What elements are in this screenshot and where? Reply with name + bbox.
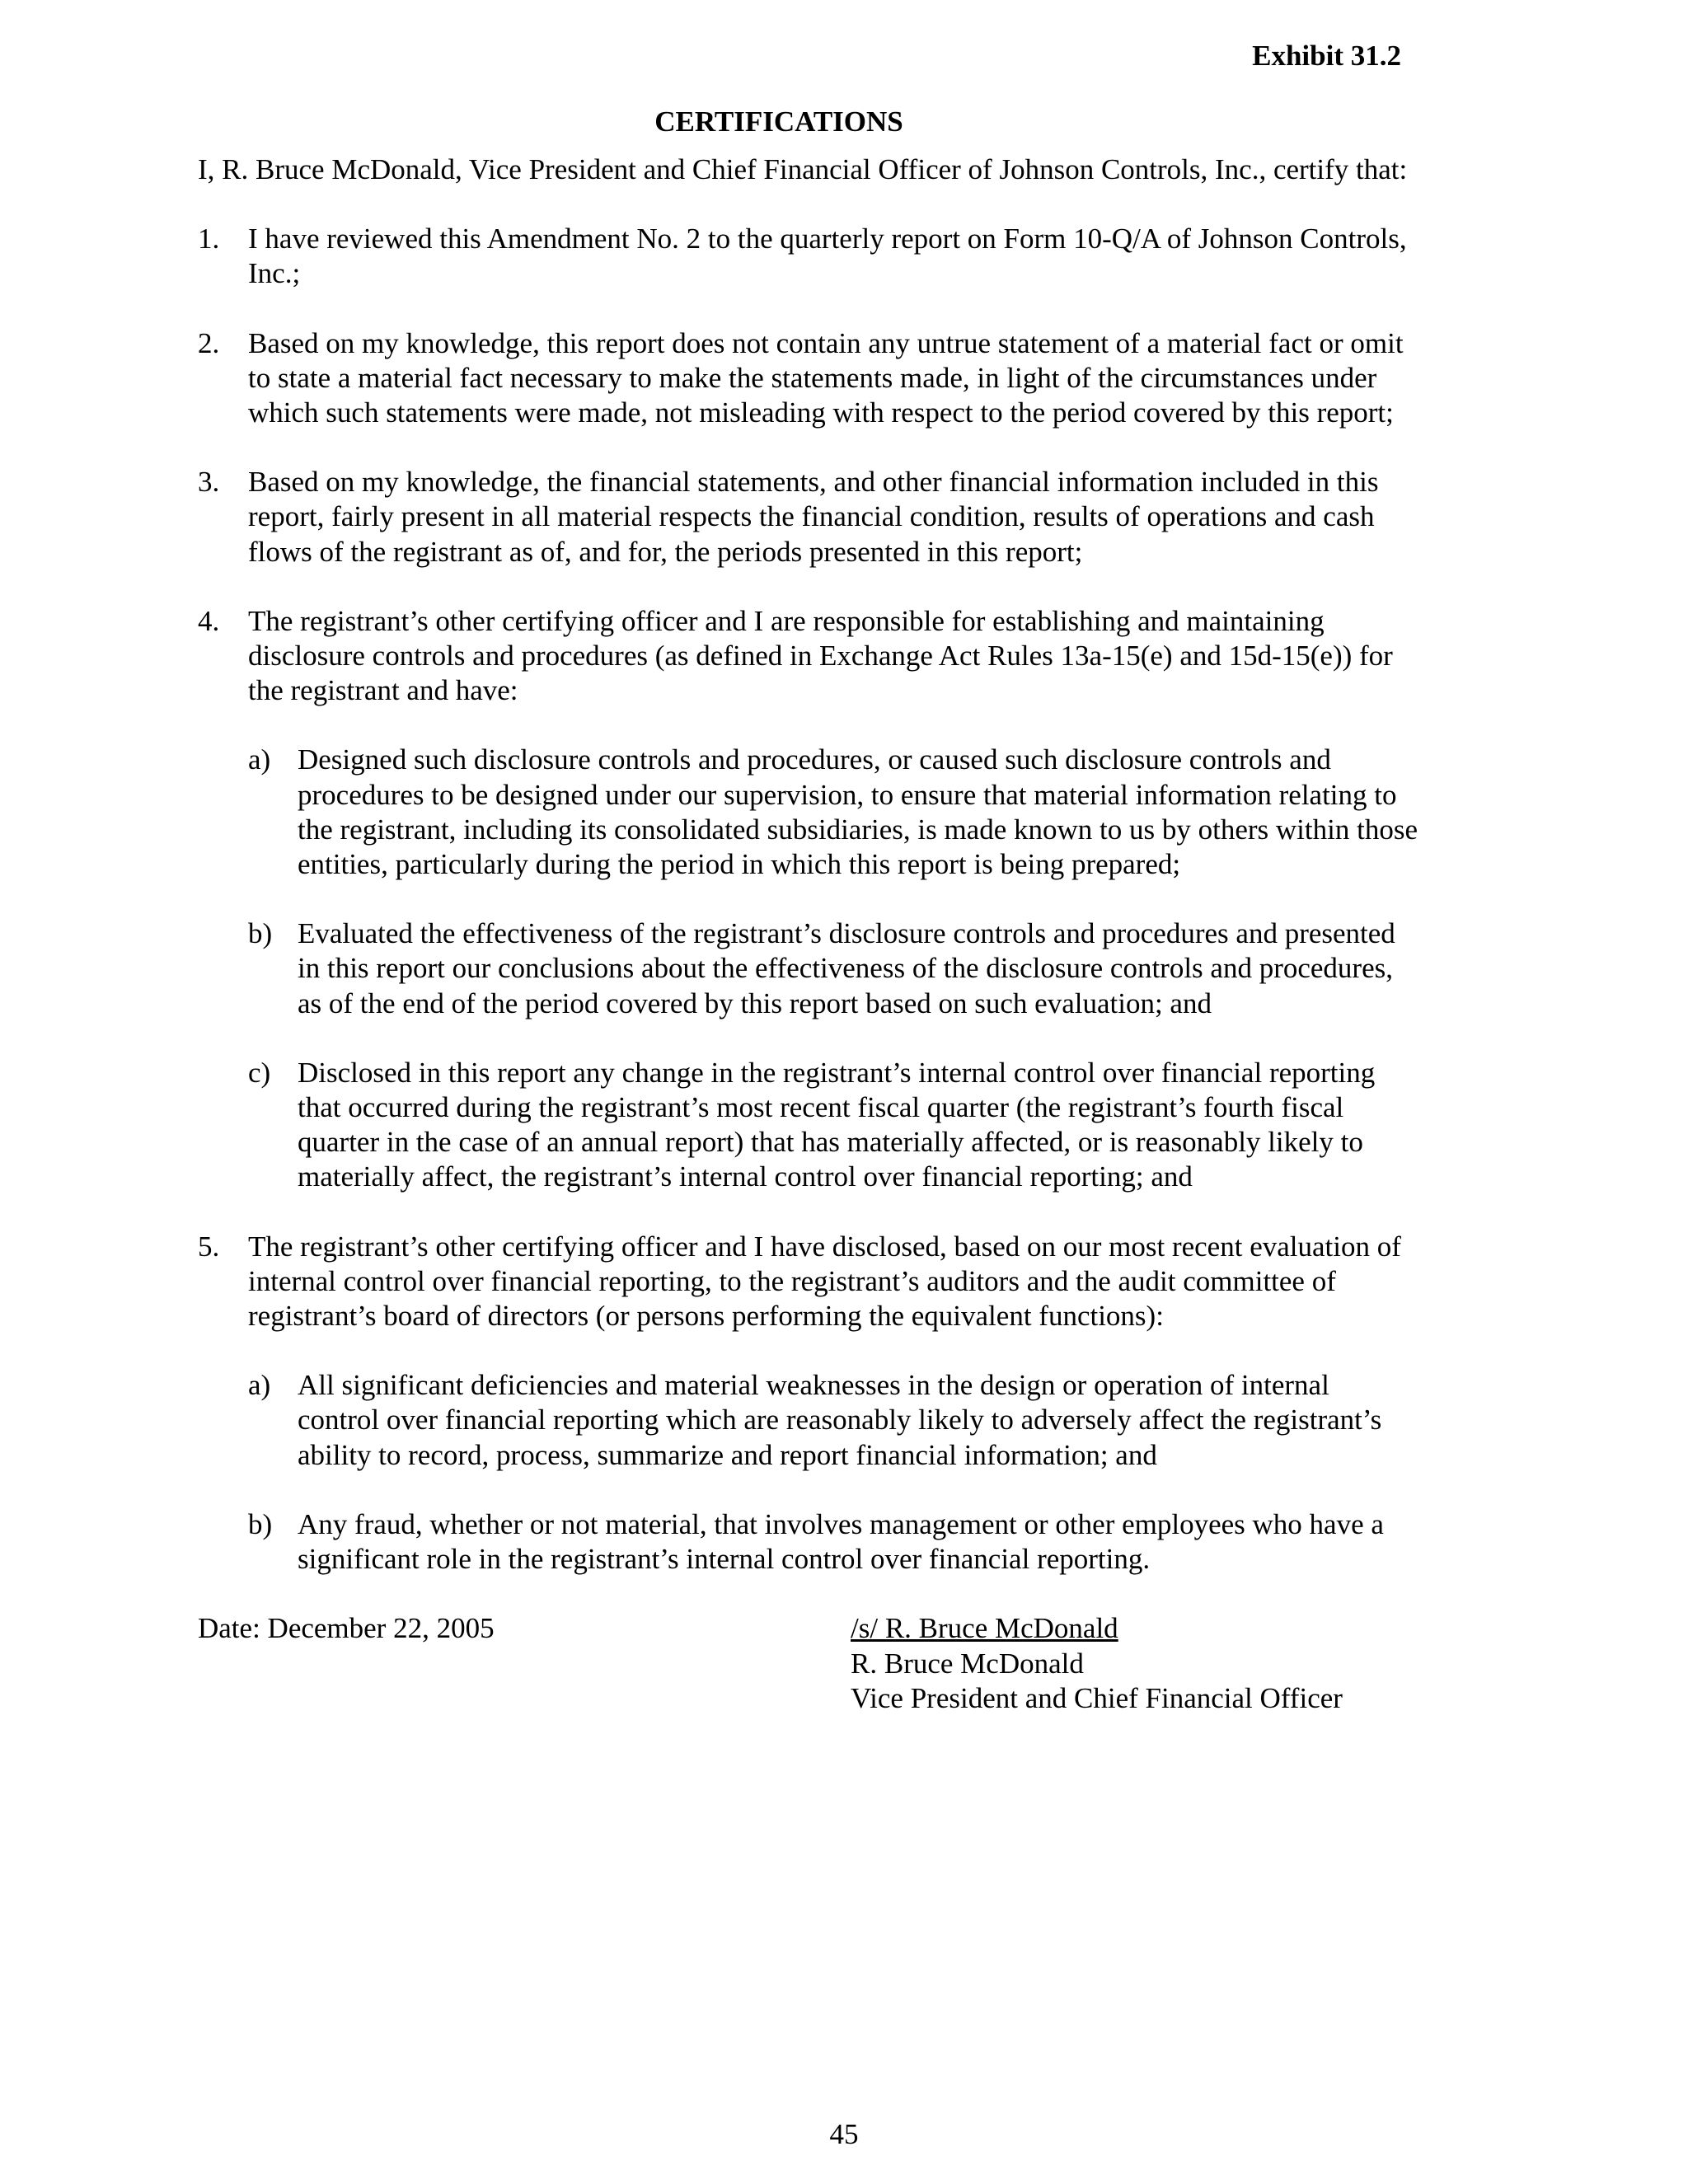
item-text: I have reviewed this Amendment No. 2 to the quarterly report on Form 10-Q/A of Johnson Controls, Inc.; bbox=[248, 223, 1407, 290]
signer-title: Vice President and Chief Financial Officer bbox=[851, 1681, 1343, 1714]
sub-item-text: Disclosed in this report any change in the registrant’s internal control over financial reporting that occurred during the registrant’s most recent fiscal quarter (the registrant’s fourth fiscal quarter in the case of an annual report) that has materially affected, or is reasonably likely to materially affect, the registrant’s internal control over financial reporting; and bbox=[298, 1056, 1376, 1193]
sub-list-item bbox=[248, 1507, 1418, 1577]
list-item bbox=[198, 1230, 1418, 1577]
sub-item-letter: b) bbox=[248, 917, 273, 950]
sub-list-item bbox=[248, 1056, 1418, 1195]
sub-list-item bbox=[248, 916, 1418, 1021]
page-number: 45 bbox=[829, 2118, 859, 2150]
certification-list bbox=[198, 222, 1418, 1577]
sub-item-letter: c) bbox=[248, 1056, 271, 1089]
item-text: Based on my knowledge, the financial statements, and other financial information included in this report, fairly present in all material respects the financial condition, results of operations and cash flows of the registrant as of, and for, the periods presented in this report; bbox=[248, 466, 1379, 568]
item-text: Based on my knowledge, this report does not contain any untrue statement of a material fact or omit to state a material fact necessary to make the statements made, in light of the circumstances under which such statements were made, not misleading with respect to the period covered by this report; bbox=[248, 326, 1404, 429]
sub-item-text: Any fraud, whether or not material, that involves management or other employees who have a significant role in the registrant’s internal control over financial reporting. bbox=[298, 1507, 1384, 1576]
signature-block bbox=[198, 1611, 1418, 1727]
sub-item-letter: a) bbox=[248, 743, 271, 776]
intro-paragraph: I, R. Bruce McDonald, Vice President and Chief Financial Officer of Johnson Controls, Inc., certify that: bbox=[198, 153, 1408, 185]
sub-item-text: Designed such disclosure controls and procedures, or caused such disclosure controls and procedures to be designed under our supervision, to ensure that material information relating to the registrant, including its consolidated subsidiaries, is made known to us by others within those entities, particularly during the period in which this report is being prepared; bbox=[298, 743, 1418, 881]
item-number: 1. bbox=[198, 223, 220, 255]
sub-item-letter: a) bbox=[248, 1369, 271, 1402]
exhibit-label: Exhibit 31.2 bbox=[1252, 40, 1401, 72]
item-number: 3. bbox=[198, 466, 220, 499]
sub-list bbox=[248, 743, 1418, 1194]
list-item bbox=[198, 604, 1418, 1195]
item-number: 2. bbox=[198, 326, 220, 359]
document-body bbox=[198, 152, 1418, 1727]
sub-item-text: Evaluated the effectiveness of the registrant’s disclosure controls and procedures and presented in this report our conclusions about the effectiveness of the disclosure controls and procedures, as of the end of the period covered by this report based on such evaluation; and bbox=[298, 917, 1395, 1019]
sub-list-item bbox=[248, 743, 1418, 882]
signature bbox=[851, 1611, 1343, 1716]
sub-item-letter: b) bbox=[248, 1507, 273, 1540]
list-item bbox=[198, 465, 1418, 569]
document-title: CERTIFICATIONS bbox=[654, 105, 903, 138]
list-item bbox=[198, 326, 1418, 431]
sub-item-text: All significant deficiencies and material weaknesses in the design or operation of internal control over financial reporting which are reasonably likely to adversely affect the registrant’s ability to record, process, summarize and report financial information; and bbox=[298, 1369, 1382, 1471]
item-number: 4. bbox=[198, 604, 220, 637]
item-text: The registrant’s other certifying officer and I have disclosed, based on our most recent evaluation of internal control over financial reporting, to the registrant’s auditors and the audit committee of registrant’s board of directors (or persons performing the equivalent functions): bbox=[248, 1230, 1401, 1333]
list-item bbox=[198, 222, 1418, 291]
sub-list-item bbox=[248, 1368, 1418, 1473]
date-line: Date: December 22, 2005 bbox=[198, 1612, 495, 1645]
signature-line: /s/ R. Bruce McDonald bbox=[851, 1612, 1118, 1645]
item-number: 5. bbox=[198, 1230, 220, 1263]
signer-name: R. Bruce McDonald bbox=[851, 1647, 1084, 1680]
sub-list bbox=[248, 1368, 1418, 1577]
item-text: The registrant’s other certifying officer and I are responsible for establishing and maintaining disclosure controls and procedures (as defined in Exchange Act Rules 13a-15(e) and 15d-15(e)) for the registrant and have: bbox=[248, 604, 1393, 707]
